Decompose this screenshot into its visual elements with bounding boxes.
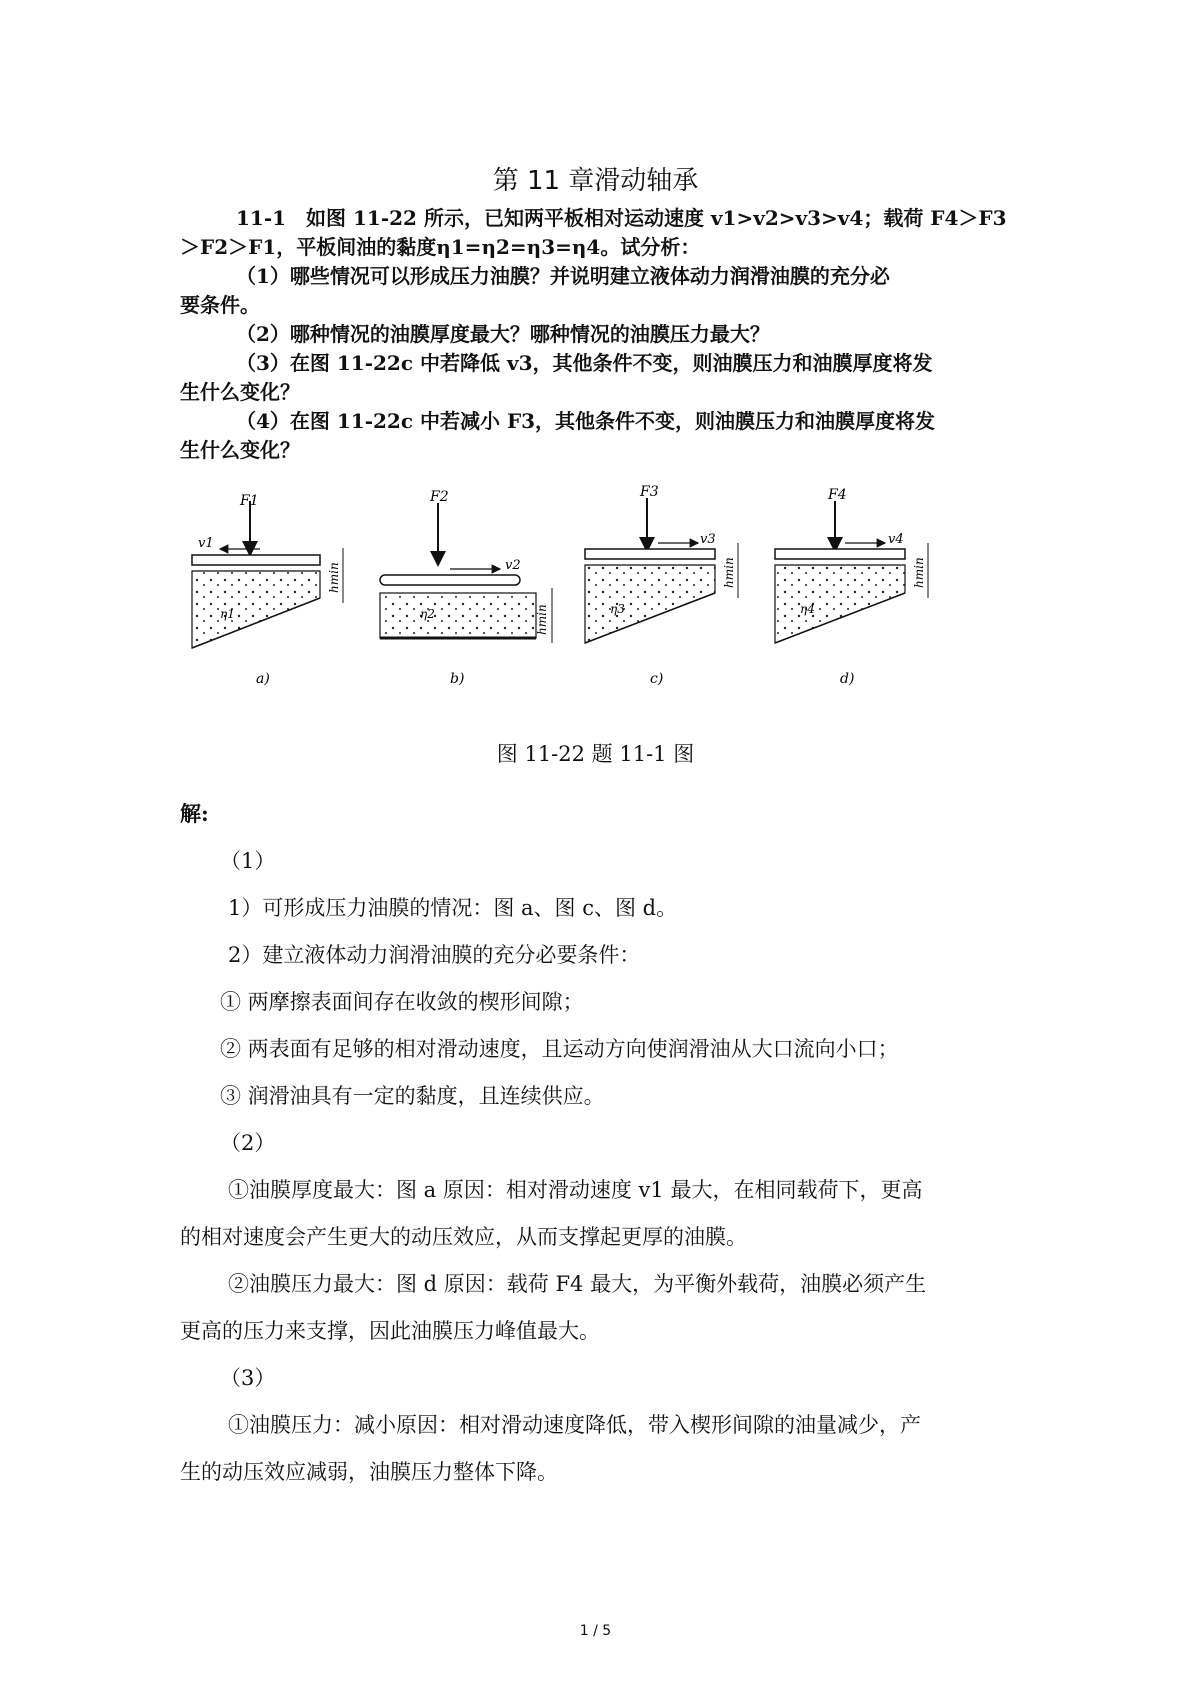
panel-b — [380, 489, 552, 687]
question-line: 生什么变化？ — [180, 380, 300, 404]
viscosity-label: η4 — [800, 602, 815, 616]
section-number: （2） — [220, 1131, 276, 1155]
viscosity-label: η1 — [220, 607, 235, 621]
gap-label: hmin — [722, 557, 736, 588]
figure-caption: 图 11-22 题 11-1 图 — [496, 742, 695, 766]
question-block — [180, 204, 1010, 465]
question-line: （2）哪种情况的油膜厚度最大？哪种情况的油膜压力最大？ — [236, 322, 770, 346]
question-line: （1）哪些情况可以形成压力油膜？并说明建立液体动力润滑油膜的充分必 — [236, 264, 890, 288]
solution-line: ①油膜压力：减小原因：相对滑动速度降低，带入楔形间隙的油量减少，产 — [228, 1413, 921, 1437]
viscosity-label: η3 — [610, 602, 625, 616]
force-label: F1 — [240, 493, 259, 509]
panel-c — [585, 484, 738, 687]
gap-label: hmin — [535, 604, 549, 635]
viscosity-label: η2 — [420, 607, 435, 621]
panel-d — [775, 487, 928, 687]
force-label: F4 — [828, 487, 847, 503]
panel-label: a) — [256, 671, 270, 687]
solution-line: 更高的压力来支撑，因此油膜压力峰值最大。 — [180, 1319, 600, 1343]
condition-item: ① 两摩擦表面间存在收敛的楔形间隙； — [220, 990, 584, 1014]
force-label: F2 — [430, 489, 449, 505]
panel-label: d) — [840, 671, 855, 687]
velocity-label: v1 — [198, 536, 214, 551]
solution-body — [180, 838, 1010, 1496]
solution-line: 生的动压效应减弱，油膜压力整体下降。 — [180, 1460, 558, 1484]
section-number: （1） — [220, 849, 276, 873]
chapter-title: 第 11 章滑动轴承 — [492, 166, 699, 196]
force-label: F3 — [640, 484, 659, 500]
condition-item: ② 两表面有足够的相对滑动速度，且运动方向使润滑油从大口流向小口； — [220, 1037, 899, 1061]
figure-11-22 — [180, 484, 1010, 733]
velocity-label: v2 — [505, 558, 521, 573]
question-line: 生什么变化？ — [180, 438, 300, 462]
panel-label: c) — [650, 671, 664, 687]
solution-line: 的相对速度会产生更大的动压效应，从而支撑起更厚的油膜。 — [180, 1225, 747, 1249]
panel-label: b) — [450, 671, 465, 687]
panel-a — [192, 493, 343, 687]
solution-line: 1）可形成压力油膜的情况：图 a、图 c、图 d。 — [228, 896, 678, 920]
velocity-label: v4 — [888, 532, 904, 547]
page-number: 1 / 5 — [579, 1623, 612, 1639]
question-line: ＞F2＞F1，平板间油的黏度η1=η2=η3=η4。试分析： — [180, 235, 701, 259]
question-line: （3）在图 11-22c 中若降低 v3，其他条件不变，则油膜压力和油膜厚度将发 — [236, 351, 933, 375]
question-line: 11-1 如图 11-22 所示，已知两平板相对运动速度 v1>v2>v3>v4；载荷 F4＞F3 — [236, 206, 1007, 230]
condition-item: ③ 润滑油具有一定的黏度，且连续供应。 — [220, 1084, 605, 1108]
question-line: 要条件。 — [180, 293, 260, 317]
solution-heading: 解: — [180, 801, 209, 826]
gap-label: hmin — [912, 557, 926, 588]
solution-line: ①油膜厚度最大：图 a 原因：相对滑动速度 v1 最大，在相同载荷下，更高 — [228, 1178, 923, 1202]
gap-label: hmin — [327, 562, 341, 593]
solution-line: ②油膜压力最大：图 d 原因：载荷 F4 最大，为平衡外载荷，油膜必须产生 — [228, 1272, 927, 1296]
solution-line: 2）建立液体动力润滑油膜的充分必要条件： — [228, 943, 641, 967]
question-line: （4）在图 11-22c 中若减小 F3，其他条件不变，则油膜压力和油膜厚度将发 — [236, 409, 936, 433]
velocity-label: v3 — [700, 532, 716, 547]
bearing-diagrams — [180, 484, 1010, 733]
section-number: （3） — [220, 1366, 276, 1390]
